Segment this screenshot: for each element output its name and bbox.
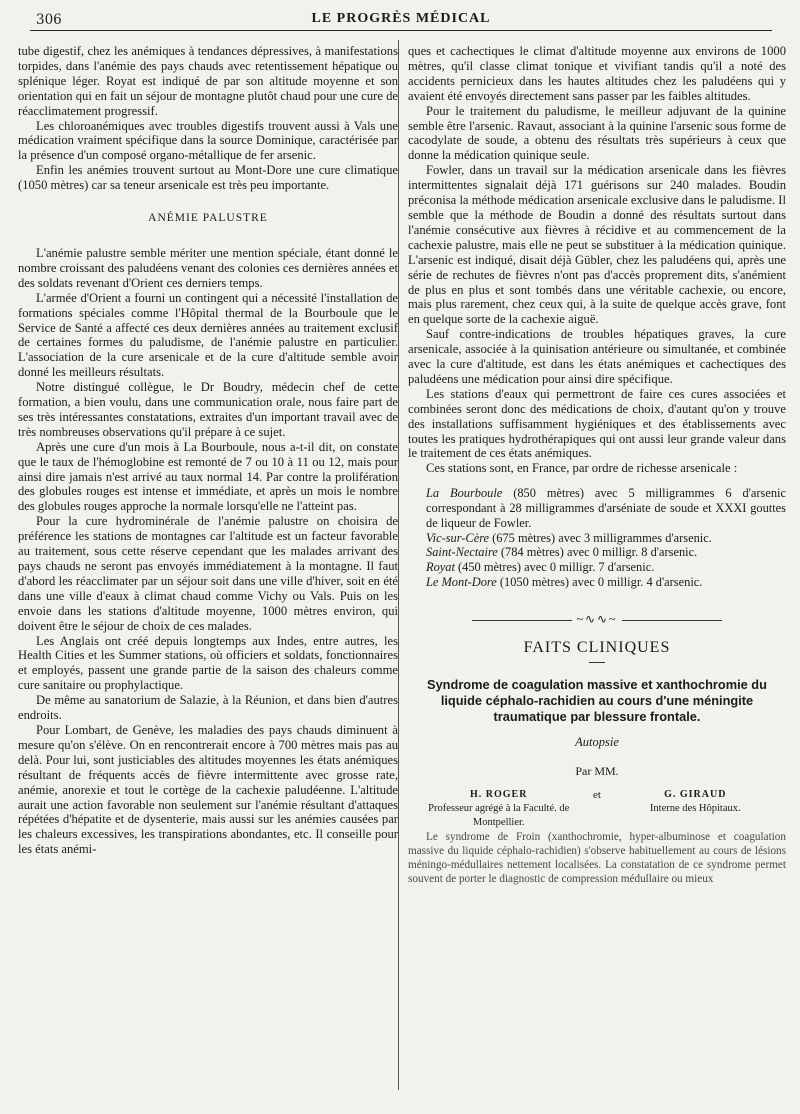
right-column	[408, 44, 786, 886]
paragraph: Après une cure d'un mois à La Bourboule, nous a-t-il dit, on constate que le taux de l'hémoglobine est remonté de 7 ou 10 à 11 ou 12, mais pour ainsi dire jamais n'est arrivé au taux normal 14. Par contre la prolifération des globules rouges est intense et immédiate, et après un mois le nombre des globules rouges approche la normale lorsqu'elle ne l'atteint pas.	[18, 439, 398, 514]
station-list	[408, 486, 786, 590]
page-number: 306	[36, 12, 62, 28]
list-item: Royat (450 mètres) avec 0 milligr. 7 d'arsenic.	[426, 560, 655, 575]
paragraph: Notre distingué collègue, le Dr Boudry, médecin chef de cette formation, a bien voulu, dans une communication orale, nous faire part de ses très intéressantes constatations, extraites d'un important travail avec de très nombreuses observations qu'il prépare à ce sujet.	[18, 380, 398, 439]
subtitle: Autopsie	[575, 734, 619, 749]
section-heading: ANÉMIE PALUSTRE	[148, 212, 268, 225]
section-heading: FAITS CLINIQUES	[523, 638, 671, 656]
ornament-divider: ~∿∿~	[408, 612, 786, 627]
paragraph: L'armée d'Orient a fourni un contingent qui a nécessité l'installation de formations spéciales comme l'Hôpital thermal de la Bourboule que le Service de Santé a affecté ces deux dernières années au traitement exclusif de certaines formes du paludisme, de l'anémie palustre en particulier. L'association de la cure arsenicale et de la cure d'altitude semble avoir donné les meilleurs résultats.	[18, 290, 398, 380]
paragraph: De même au sanatorium de Salazie, à la Réunion, et dans bien d'autres endroits.	[18, 693, 398, 723]
paragraph: Les Anglais ont créé depuis longtemps aux Indes, entre autres, les Health Cities et les Summer stations, où officiers et soldats, fonctionnaires et employés, passent une grande partie de la saison des chaleurs comme cure sanitaire ou prophylactique.	[18, 633, 398, 693]
paragraph: Les chloroanémiques avec troubles digestifs trouvent aussi à Vals une médication vraiment spécifique dans la source Dominique, caractérisée par la présence d'un composé organo-métallique de fer arsenic.	[18, 118, 398, 163]
author-2: G. GIRAUD Interne des Hôpitaux.	[649, 789, 741, 815]
list-item: Saint-Nectaire (784 mètres) avec 0 milligr. 8 d'arsenic.	[426, 545, 698, 560]
paragraph: Pour Lombart, de Genève, les maladies des pays chauds diminuent à mesure qu'on s'élève. On en rencontrerait encore à 700 mètres mais pas au delà. Pour lui, sont justiciables des altitudes moyennes les états anémiques résultant de fréquents accès de fièvre intermittente avec grosse rate, anémie, anorexie et tout le cortège de la cachexie paludéenne. L'altitude aurait une action favorable non seulement sur l'anémie résultant d'attaques répétées d'hépatite et de dysenterie, mais aussi sur les anémies causées par les chaleurs excessives, les transpirations abondantes, etc. Il conseille pour les états anémi-	[18, 722, 398, 857]
article-title: Syndrome de coagulation massive et xanthochromie du liquide céphalo-rachidien au cours d'une méningite traumatique par blessure frontale.	[427, 676, 767, 724]
paragraph: tube digestif, chez les anémiques à tendances dépressives, à manifestations torpides, dans l'anémie des pays chauds avec retentissement hépatique ou splénique léger. Royat est indiqué de par son altitude moyenne et son orientation qui en fait un séjour de montagne plutôt chaud pour une cure de réacclimatement progressif.	[18, 44, 398, 118]
page-header	[30, 8, 772, 31]
journal-title: LE PROGRÈS MÉDICAL	[311, 11, 491, 26]
paragraph: Le syndrome de Froin (xanthochromie, hyper-albuminose et coagulation massive du liquide céphalo-rachidien) s'observe habituellement au cours de lésions méningo-médullaires nettement localisées. La constatation de ce syndrome permet souvent de porter le diagnostic de compression médullaire ou mieux	[408, 831, 786, 886]
divider	[589, 662, 605, 663]
paragraph: Fowler, dans un travail sur la médication arsenicale dans les fièvres intermittentes signalait déjà 171 guérisons sur 240 malades. Boudin préconisa la méthode médication arsenicale exclusive dans le paludisme. Il semble que la méthode de Boudin a donné des résultats surtout dans l'anémie consécutive aux fièvres à récidive et au commencement de la cachexie palustre, mais elle ne peut se substituer à la médication quinique. L'arsenic est indiqué, disait déjà Gübler, chez les paludéens qui, après une série de rechutes de fièvres n'ont pas d'accès proprement dits, s'anémient de plus en plus et sont tombés dans une véritable cachexie, ou encore, mais plus rarement, chez ceux qui, à la suite de quelque accès grave, font en quelque sorte de la cachexie aiguë.	[408, 163, 786, 327]
paragraph: Enfin les anémies trouvent surtout au Mont-Dore une cure climatique (1050 mètres) car sa teneur arsenicale est très peu importante.	[18, 163, 398, 193]
paragraph: Ces stations sont, en France, par ordre de richesse arsenicale :	[426, 461, 738, 476]
paragraph: ques et cachectiques le climat d'altitude moyenne aux environs de 1000 mètres, qu'il classe climat tonique et vivifiant tandis qu'il a noté des accidents pernicieux dans les hautes altitudes chez les paludéens qui y avaient été envoyés directement sans passer par les faibles altitudes.	[408, 44, 786, 103]
paragraph: Sauf contre-indications de troubles hépatiques graves, la cure arsenicale, associée à la quinisation antérieure ou simultanée, et combinée avec la cure d'altitude, est dans les états anémiques et cachectiques des paludéens une médication pour ainsi dire spécifique.	[408, 327, 786, 386]
list-item: La Bourboule (850 mètres) avec 5 milligrammes 6 d'arsenic correspondant à 28 milligrammes d'arséniate de soude et XXXI gouttes de liqueur de Fowler.	[426, 486, 786, 530]
left-column	[18, 44, 398, 857]
column-divider	[398, 40, 399, 1090]
paragraph: L'anémie palustre semble mériter une mention spéciale, étant donné le nombre croissant des paludéens venant des colonies ces dernières années et des soldats revenant d'Orient ces derniers temps.	[18, 245, 398, 290]
paragraph: Pour le traitement du paludisme, le meilleur adjuvant de la quinine semble être l'arsenic. Ravaut, associant à la quinine l'arsenic sous forme de cacodylate de soude, a obtenu des résultats très supérieurs à ceux que donne la médication quinique seule.	[408, 103, 786, 163]
paragraph: Pour la cure hydrominérale de l'anémie palustre on choisira de préférence les stations de montagnes car l'altitude est un facteur favorable au traitement, sous cette réserve cependant que les malades arrivant des pays chauds ne seront pas envoyés immédiatement à la montagne. Il faut d'abord les réacclimater par un séjour soit dans une ville d'hiver, soit en été dans une ville d'eaux à climat chaud comme Vichy ou Vals. Puis on les envoie dans les stations d'altitude moyenne, 1000 mètres environ, qui doivent être le séjour de choix de ces malades.	[18, 514, 398, 633]
list-item: Vic-sur-Cère (675 mètres) avec 3 milligrammes d'arsenic.	[426, 530, 712, 545]
authors	[408, 788, 786, 830]
list-item: Le Mont-Dore (1050 mètres) avec 0 milligr. 4 d'arsenic.	[426, 575, 703, 590]
byline-label: Par MM.	[575, 763, 619, 778]
author-1: H. ROGER Professeur agrégé à la Faculté. de Montpellier.	[428, 789, 570, 829]
author-conjunction: et	[593, 789, 601, 802]
paragraph: Les stations d'eaux qui permettront de faire ces cures associées et combinées seront donc des médications de choix, d'autant qu'on y trouve des installations suffisamment hygiéniques et des établissements avec toutes les pratiques hydrothérapiques qui ont aussi leur grande valeur dans le traitement de ces états anémiques.	[408, 386, 786, 461]
